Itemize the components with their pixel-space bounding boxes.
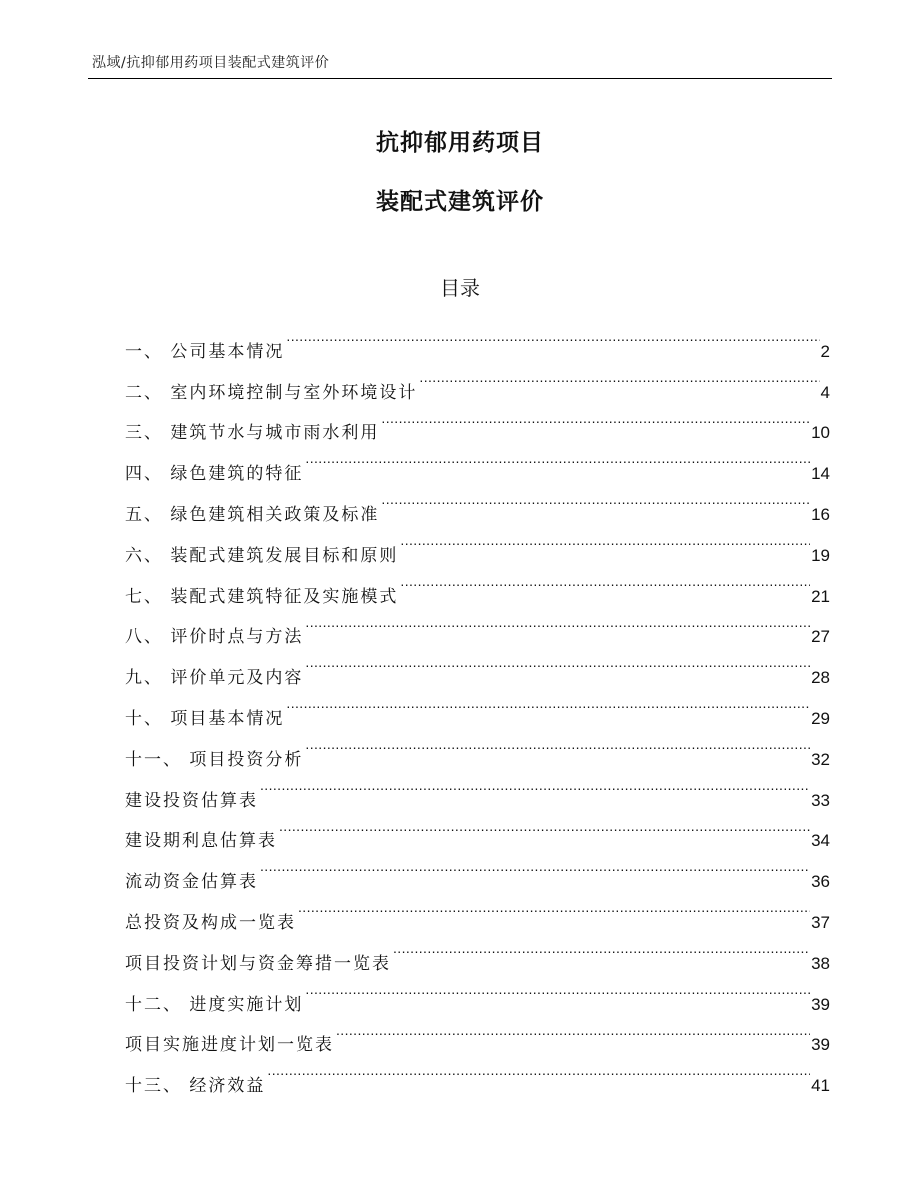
toc-entry-label: 七、 装配式建筑特征及实施模式	[125, 586, 399, 607]
toc-leader-dots	[305, 642, 810, 683]
toc-entry-label: 建设投资估算表	[125, 790, 258, 811]
toc-leader-dots	[305, 438, 810, 479]
toc-entry-label: 项目投资计划与资金筹措一览表	[125, 953, 391, 974]
toc-entry-label: 十三、 经济效益	[125, 1076, 266, 1097]
toc-entry-page: 2	[820, 341, 830, 361]
toc-entry-label: 八、 评价时点与方法	[125, 627, 304, 648]
toc-leader-dots	[298, 887, 810, 928]
toc-entry-label: 五、 绿色建筑相关政策及标准	[125, 504, 380, 525]
toc-leader-dots	[381, 479, 810, 520]
toc-entry-page: 4	[820, 382, 830, 402]
toc-entry-page: 38	[811, 953, 830, 973]
toc-entry-label: 九、 评价单元及内容	[125, 668, 304, 689]
toc-entry[interactable]	[125, 316, 830, 362]
toc-entry-label: 四、 绿色建筑的特征	[125, 464, 304, 485]
toc-leader-dots	[336, 1010, 810, 1051]
toc-entry-page: 36	[811, 872, 830, 892]
toc-entry-page: 16	[811, 504, 830, 524]
toc-leader-dots	[260, 765, 810, 806]
toc-entry-page: 19	[811, 545, 830, 565]
running-header: 泓域/抗抑郁用药项目装配式建筑评价	[92, 55, 330, 71]
toc-entry-page: 27	[811, 627, 830, 647]
toc-leader-dots	[305, 724, 810, 765]
toc-entry-page: 33	[811, 790, 830, 810]
toc-entry-page: 29	[811, 708, 830, 728]
toc-entry-page: 21	[811, 586, 830, 606]
toc-heading: 目录	[440, 276, 480, 300]
toc-leader-dots	[286, 316, 819, 357]
toc-entry-label: 总投资及构成一览表	[125, 912, 296, 933]
document-title-line-1: 抗抑郁用药项目	[376, 130, 544, 156]
toc-entry-page: 41	[811, 1076, 830, 1096]
toc-entry-page: 10	[811, 423, 830, 443]
toc-leader-dots	[305, 602, 810, 643]
toc-entry-label: 二、 室内环境控制与室外环境设计	[125, 382, 418, 403]
toc-entry-page: 39	[811, 994, 830, 1014]
toc-entry-label: 十、 项目基本情况	[125, 708, 285, 729]
toc-entry-label: 六、 装配式建筑发展目标和原则	[125, 545, 399, 566]
table-of-contents	[125, 316, 830, 1097]
toc-entry-label: 三、 建筑节水与城市雨水利用	[125, 423, 380, 444]
toc-entry-label: 流动资金估算表	[125, 872, 258, 893]
toc-entry-label: 十一、 项目投资分析	[125, 749, 304, 770]
toc-entry-page: 28	[811, 668, 830, 688]
toc-leader-dots	[419, 357, 819, 398]
toc-entry-label: 十二、 进度实施计划	[125, 994, 304, 1015]
toc-leader-dots	[305, 969, 810, 1010]
toc-entry-label: 建设期利息估算表	[125, 831, 277, 852]
document-title-line-2: 装配式建筑评价	[376, 189, 544, 215]
toc-entry-page: 14	[811, 464, 830, 484]
toc-entry-page: 32	[811, 749, 830, 769]
toc-leader-dots	[260, 846, 810, 887]
toc-entry-label: 一、 公司基本情况	[125, 341, 285, 362]
toc-entry-page: 34	[811, 831, 830, 851]
toc-leader-dots	[267, 1050, 810, 1091]
toc-leader-dots	[400, 520, 810, 561]
toc-entry-label: 项目实施进度计划一览表	[125, 1035, 334, 1056]
toc-entry-page: 39	[811, 1035, 830, 1055]
toc-leader-dots	[393, 928, 810, 969]
toc-leader-dots	[381, 398, 810, 439]
header-rule	[88, 78, 832, 79]
toc-entry-page: 37	[811, 912, 830, 932]
toc-leader-dots	[286, 683, 810, 724]
toc-leader-dots	[279, 806, 810, 847]
toc-leader-dots	[400, 561, 810, 602]
